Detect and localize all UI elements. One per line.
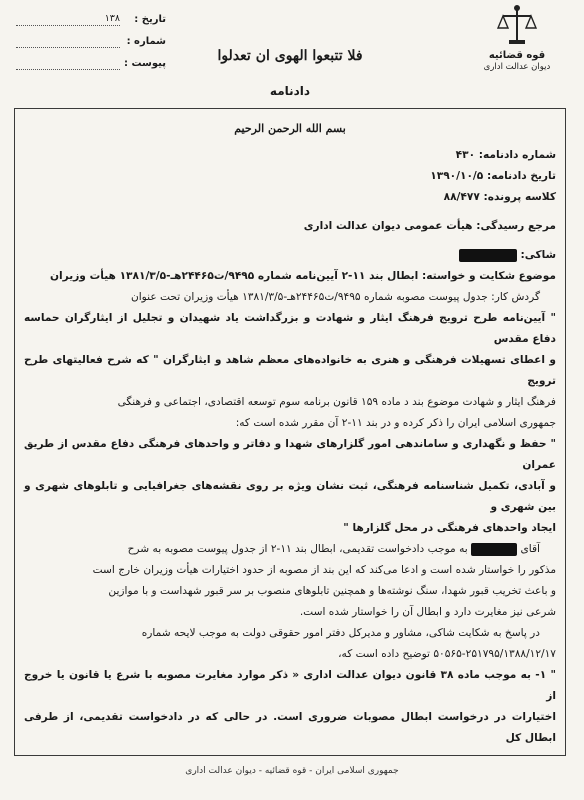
article-line-1: " ۱- به موجب ماده ۳۸ قانون دیوان عدالت اداری « ذکر موارد مغایرت مصوبه با شرع یا قانون یا خروج از	[24, 669, 556, 702]
attachment-label: پیوست :	[123, 57, 166, 69]
emblem	[462, 4, 572, 90]
complainant-row	[24, 245, 556, 266]
verdict-body	[24, 118, 556, 749]
request-line-2: مذکور را خواستار شده است و ادعا می‌کند که این بند از مصوبه از حدود اختیارات هیأت وزیران خارج است	[92, 564, 556, 576]
document-title: دادنامه	[269, 84, 311, 98]
authority: مرجع رسیدگی: هیأت عمومی دیوان عدالت اداری	[303, 220, 556, 232]
verdict-date: تاریخ دادنامه: ۱۳۹۰/۱۰/۵	[430, 170, 556, 182]
complainant-label: شاکی:	[520, 249, 556, 261]
redacted-name-2	[471, 543, 517, 556]
date-value: ۱۳۸	[16, 13, 120, 26]
subject: موضوع شکایت و خواسته: ابطال بند ۱۱-۲ آیین‌نامه شماره ۹۴۹۵/ت۲۴۴۶۵هـ-۱۳۸۱/۳/۵ هیأت وزیران	[49, 270, 556, 282]
number-value	[16, 35, 120, 48]
para-line-5: جمهوری اسلامی ایران را ذکر کرده و در بند ۱۱-۲ آن مقرر شده است که:	[235, 417, 556, 429]
request-prefix: آقای	[520, 543, 540, 555]
article-line-2: اختیارات در درخواست ابطال مصوبات ضروری است. در حالی که در دادخواست تقدیمی، از طرفی ابطال کل	[24, 711, 556, 744]
quote-line-2: و آبادی، تکمیل شناسنامه فرهنگی، ثبت نشان ویژه بر روی نقشه‌های جغرافیایی و تابلوهای شهری و بین شهری و	[24, 480, 556, 513]
redacted-name	[459, 249, 517, 262]
quote-line-1: " حفظ و نگهداری و ساماندهی امور گلزارهای شهدا و دفاتر و واحدهای فرهنگی دفاع مقدس از طریق عمران	[24, 438, 556, 471]
para-line-2: " آیین‌نامه طرح ترویج فرهنگ ایثار و شهادت و بزرگداشت یاد شهیدان و تجلیل از ایثارگران حماسه دفاع مقدس	[24, 312, 556, 345]
footer-note: جمهوری اسلامی ایران - قوه قضائیه - دیوان عدالت اداری	[185, 766, 399, 776]
para-line-4: فرهنگ ایثار و شهادت موضوع بند د ماده ۱۵۹ قانون برنامه سوم توسعه اقتصادی، اجتماعی و فرهنگی	[117, 396, 556, 408]
request-line-4: شرعی نیز مغایرت دارد و ابطال آن را خواستار شده است.	[299, 606, 556, 618]
date-label: تاریخ :	[134, 13, 166, 25]
response-line-2: ۵۰۵۶۵-۲۵۱۷۹۵/۱۳۸۸/۱۲/۱۷ توضیح داده است که،	[338, 648, 556, 660]
judiciary-emblem-icon	[497, 4, 537, 48]
meta-box	[16, 8, 166, 74]
motto: فلا تتبعوا الهوی ان تعدلوا	[217, 48, 363, 64]
verdict-number: شماره دادنامه: ۴۳۰	[455, 149, 556, 161]
request-text: به موجب دادخواست تقدیمی، ابطال بند ۱۱-۲ از جدول پیوست مصوبه به شرح	[127, 543, 468, 555]
quote-line-3: ایجاد واحدهای فرهنگی در محل گلزارها "	[343, 522, 556, 534]
letterhead	[0, 0, 584, 110]
date-row	[16, 8, 166, 30]
number-label: شماره :	[126, 35, 166, 47]
org-name: قوه قضائیه	[488, 50, 546, 61]
para-line-1: گردش کار: جدول پیوست مصوبه شماره ۹۴۹۵/ت۲۴۴۶۵هـ-۱۳۸۱/۳/۵ هیأت وزیران تحت عنوان	[130, 291, 540, 303]
attachment-row	[16, 52, 166, 74]
basmala: بسم الله الرحمن الرحیم	[234, 122, 346, 135]
request-line-3: و باعث تخریب قبور شهدا، سنگ نوشته‌ها و همچنین تابلوهای منصوب بر سر قبور شهداست و با موازین	[108, 585, 556, 597]
para-line-3: و اعطای تسهیلات فرهنگی و هنری به خانواده‌های معظم شاهد و ایثارگران " که شرح فعالیتهای طرح ترویج	[24, 354, 556, 387]
number-row	[16, 30, 166, 52]
response-line-1: در پاسخ به شکایت شاکی، مشاور و مدیرکل دفتر امور حقوقی دولت به موجب لایحه شماره	[141, 627, 540, 639]
attachment-value	[16, 57, 120, 70]
request-line-1	[24, 539, 556, 560]
case-class: کلاسه پرونده: ۸۸/۴۷۷	[443, 191, 556, 203]
org-subname: دیوان عدالت اداری	[483, 62, 551, 72]
